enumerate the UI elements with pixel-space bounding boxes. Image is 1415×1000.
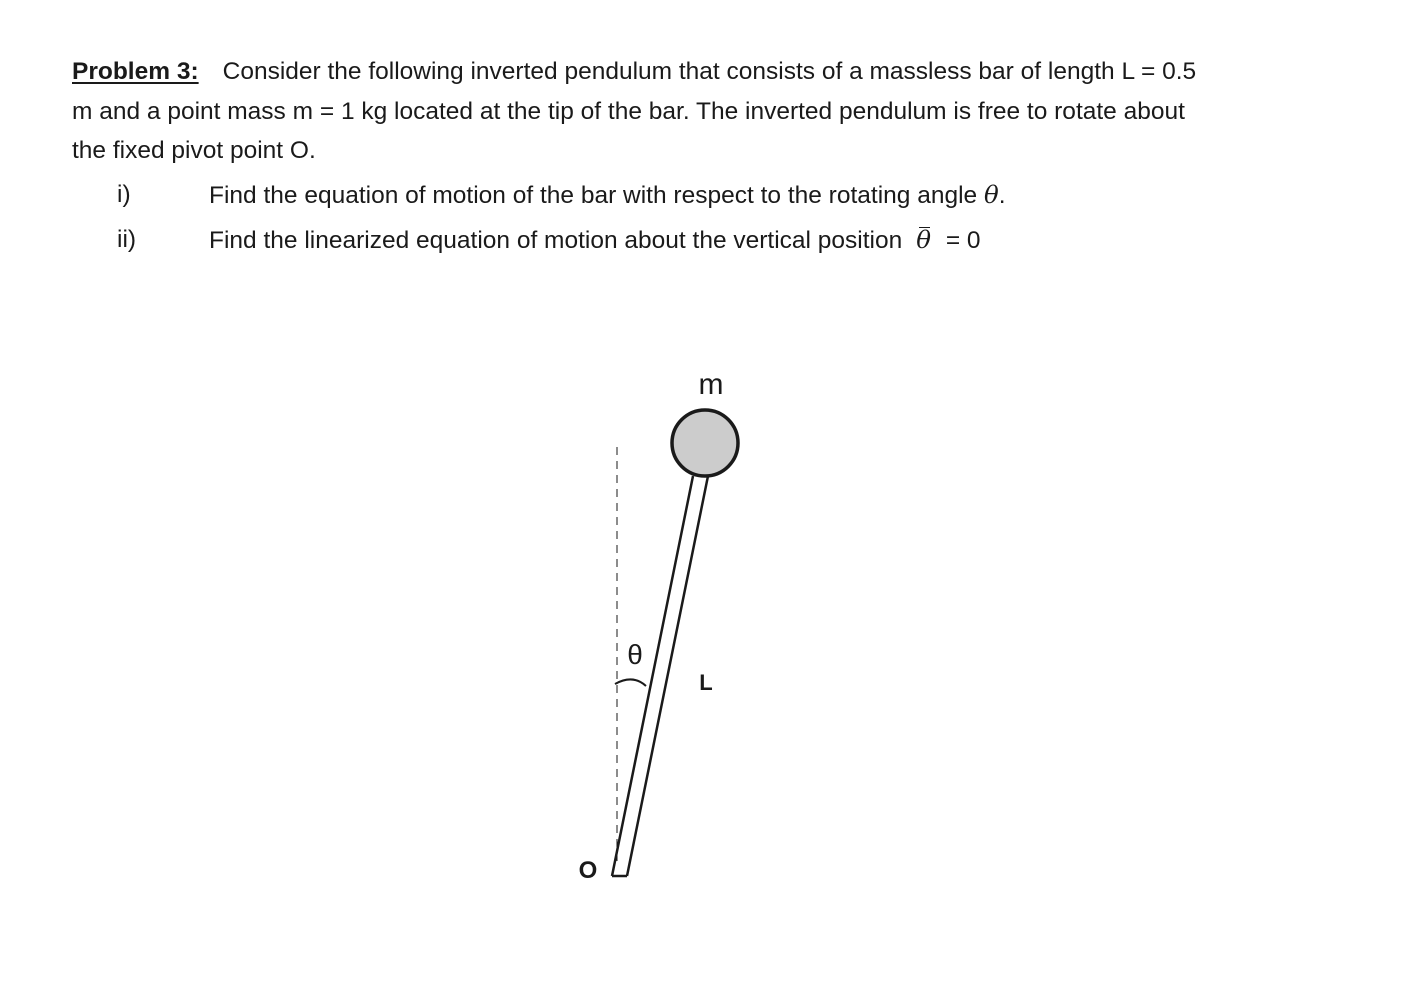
question-text-body: Find the linearized equation of motion about the vertical position [209,227,903,254]
bar-edge-left [612,476,693,876]
pivot-label: O [578,857,598,884]
mass-label: m [698,368,724,401]
angle-label: θ [627,639,643,670]
problem-line-1-text: Consider the following inverted pendulum that consists of a massless bar of length L = 0.5 [222,58,1197,85]
bar-edge-right [627,476,708,876]
question-number: i) [117,181,131,208]
theta-symbol: θ [916,225,932,254]
angle-arc [615,679,646,686]
question-trail: = 0 [939,227,981,254]
problem-line-3: the fixed pivot point O. [72,137,316,164]
question-number: ii) [117,226,137,253]
theta-symbol: θ [983,180,999,209]
pendulum-bar [612,476,708,876]
point-mass [672,410,738,476]
length-label: L [699,670,713,695]
problem-line-2: m and a point mass m = 1 kg located at the tip of the bar. The inverted pendulum is free to rotate about [72,97,1185,125]
question-trail: . [998,182,1006,209]
question-text-body: Find the equation of motion of the bar with respect to the rotating angle [209,182,978,209]
problem-label: Problem 3: [72,58,199,85]
